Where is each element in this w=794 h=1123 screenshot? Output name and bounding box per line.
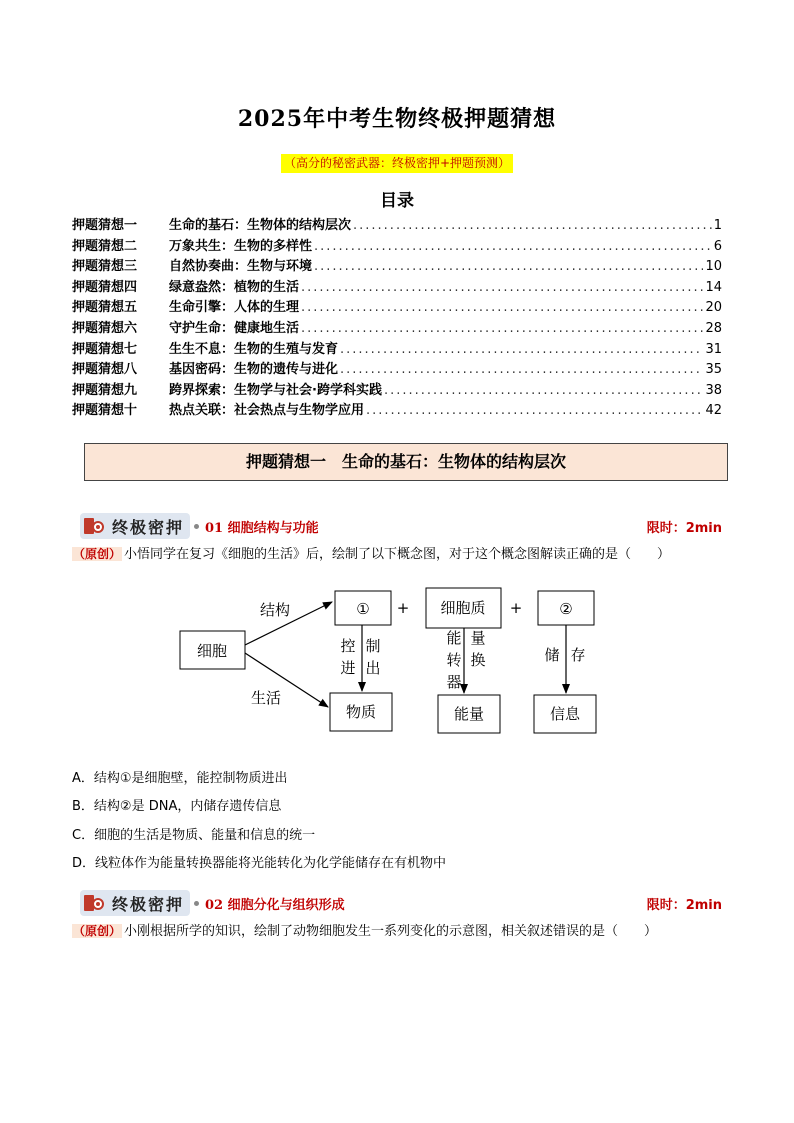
toc-item-number: 押题猜想十 xyxy=(72,403,138,419)
subtitle: （高分的秘密武器：终极密押+押题预测） xyxy=(281,154,513,173)
energy-char: 换 xyxy=(470,651,486,669)
toc-item[interactable] xyxy=(72,214,722,235)
option-a[interactable]: A．结构①是细胞壁，能控制物质进出 xyxy=(72,771,288,786)
toc-leader-dots xyxy=(366,403,703,418)
toc-leader-dots xyxy=(301,280,703,295)
cell-label: 细胞 xyxy=(196,642,228,660)
toc-item-page: 1 xyxy=(713,218,722,233)
energy-char: 转 xyxy=(446,651,462,669)
question-line xyxy=(72,544,732,565)
structure-1-label: ① xyxy=(356,600,370,618)
toc-item-title: 绿意盎然：植物的生活 xyxy=(169,279,300,295)
toc-leader-dots xyxy=(314,259,703,274)
option-d[interactable]: D．线粒体作为能量转换器能将光能转化为化学能储存在有机物中 xyxy=(72,856,447,871)
energy-label: 能量 xyxy=(453,705,485,723)
toc-item[interactable] xyxy=(72,255,722,276)
option-c[interactable]: C．细胞的生活是物质、能量和信息的统一 xyxy=(72,828,316,843)
chapter-banner: 押题猜想一 生命的基石：生物体的结构层次 xyxy=(84,443,728,481)
plus-sign: + xyxy=(509,599,523,617)
toc-leader-dots xyxy=(384,383,704,398)
toc-item-number: 押题猜想五 xyxy=(72,300,138,316)
toc-item[interactable] xyxy=(72,379,722,400)
info-label: 信息 xyxy=(549,705,581,723)
energy-char: 器 xyxy=(446,673,462,691)
energy-char: 能 xyxy=(446,629,462,647)
toc-item[interactable] xyxy=(72,338,722,359)
time-limit: 限时：2min xyxy=(646,897,722,913)
toc-item-title: 自然协奏曲：生物与环境 xyxy=(169,259,313,275)
toc-leader-dots xyxy=(340,362,703,377)
cytoplasm-label: 细胞质 xyxy=(440,599,486,617)
toc-item-title: 生生不息：生物的生殖与发育 xyxy=(169,341,339,357)
toc-item-title: 生命的基石：生物体的结构层次 xyxy=(169,218,352,233)
toc-item-page: 10 xyxy=(705,259,722,275)
question-line xyxy=(72,921,732,942)
toc-leader-dots xyxy=(353,218,712,233)
structure-2-label: ② xyxy=(559,600,573,618)
section-header xyxy=(80,512,722,540)
toc-item-page: 28 xyxy=(705,320,722,336)
control-char: 控 xyxy=(340,637,356,655)
toc-item-page: 35 xyxy=(705,362,722,378)
toc-item-page: 31 xyxy=(705,341,722,357)
life-label: 生活 xyxy=(250,689,282,707)
book-target-icon xyxy=(84,516,106,536)
section-header xyxy=(80,889,722,917)
matter-label: 物质 xyxy=(345,703,377,721)
toc-item-number: 押题猜想四 xyxy=(72,279,138,295)
energy-char: 量 xyxy=(470,629,486,647)
toc-leader-dots xyxy=(301,300,703,315)
toc-item[interactable] xyxy=(72,235,722,256)
toc-heading: 目录 xyxy=(380,191,414,211)
section-title: 01 细胞结构与功能 xyxy=(205,520,319,536)
badge-label: 终极密押 xyxy=(112,517,185,537)
structure-label: 结构 xyxy=(259,601,291,619)
toc-item-title: 热点关联：社会热点与生物学应用 xyxy=(169,403,365,419)
question-text: 小刚根据所学的知识，绘制了动物细胞发生一系列变化的示意图，相关叙述错误的是（ ） xyxy=(124,924,658,939)
question-text: 小悟同学在复习《细胞的生活》后，绘制了以下概念图，对于这个概念图解读正确的是（ ） xyxy=(124,547,671,562)
toc-leader-dots xyxy=(340,342,703,357)
control-char: 出 xyxy=(365,659,381,677)
toc-item-page: 14 xyxy=(705,279,722,295)
original-tag: （原创） xyxy=(73,924,122,938)
plus-sign: + xyxy=(396,599,410,617)
control-char: 制 xyxy=(365,637,381,655)
toc-item-title: 生命引擎：人体的生理 xyxy=(169,300,300,316)
badge-label: 终极密押 xyxy=(112,894,185,914)
toc-item-title: 跨界探索：生物学与社会·跨学科实践 xyxy=(169,382,382,398)
toc-item[interactable] xyxy=(72,276,722,297)
toc-item[interactable] xyxy=(72,317,722,338)
concept-diagram xyxy=(170,585,610,745)
dot-separator xyxy=(194,524,199,529)
time-limit: 限时：2min xyxy=(646,520,722,536)
toc-item-page: 42 xyxy=(705,403,722,419)
store-char: 储 xyxy=(544,646,560,664)
toc-item-number: 押题猜想三 xyxy=(72,259,138,275)
toc-item[interactable] xyxy=(72,399,722,420)
subtitle-wrap xyxy=(0,152,794,173)
toc-item-number: 押题猜想八 xyxy=(72,362,138,378)
control-char: 进 xyxy=(340,659,356,677)
store-char: 存 xyxy=(570,646,586,664)
table-of-contents xyxy=(72,214,722,420)
original-tag: （原创） xyxy=(73,547,122,561)
toc-item-number: 押题猜想二 xyxy=(72,238,138,254)
toc-item-title: 基因密码：生物的遗传与进化 xyxy=(169,362,339,378)
toc-item-page: 38 xyxy=(705,382,722,398)
toc-item-page: 20 xyxy=(705,300,722,316)
toc-item-title: 万象共生：生物的多样性 xyxy=(169,238,313,254)
option-b[interactable]: B．结构②是 DNA，内储存遗传信息 xyxy=(72,799,282,814)
section-badge xyxy=(80,890,190,916)
toc-item-title: 守护生命：健康地生活 xyxy=(169,320,300,336)
toc-item[interactable] xyxy=(72,358,722,379)
toc-item[interactable] xyxy=(72,296,722,317)
toc-item-number: 押题猜想一 xyxy=(72,218,138,233)
toc-item-number: 押题猜想六 xyxy=(72,320,138,336)
toc-item-number: 押题猜想七 xyxy=(72,341,138,357)
book-target-icon xyxy=(84,893,106,913)
page-title: 2025年中考生物终极押题猜想 xyxy=(237,106,557,132)
section-badge xyxy=(80,513,190,539)
toc-leader-dots xyxy=(301,321,703,336)
toc-item-number: 押题猜想九 xyxy=(72,382,138,398)
dot-separator xyxy=(194,901,199,906)
toc-item-page: 6 xyxy=(713,238,722,254)
toc-leader-dots xyxy=(314,239,712,254)
section-title: 02 细胞分化与组织形成 xyxy=(205,897,345,913)
